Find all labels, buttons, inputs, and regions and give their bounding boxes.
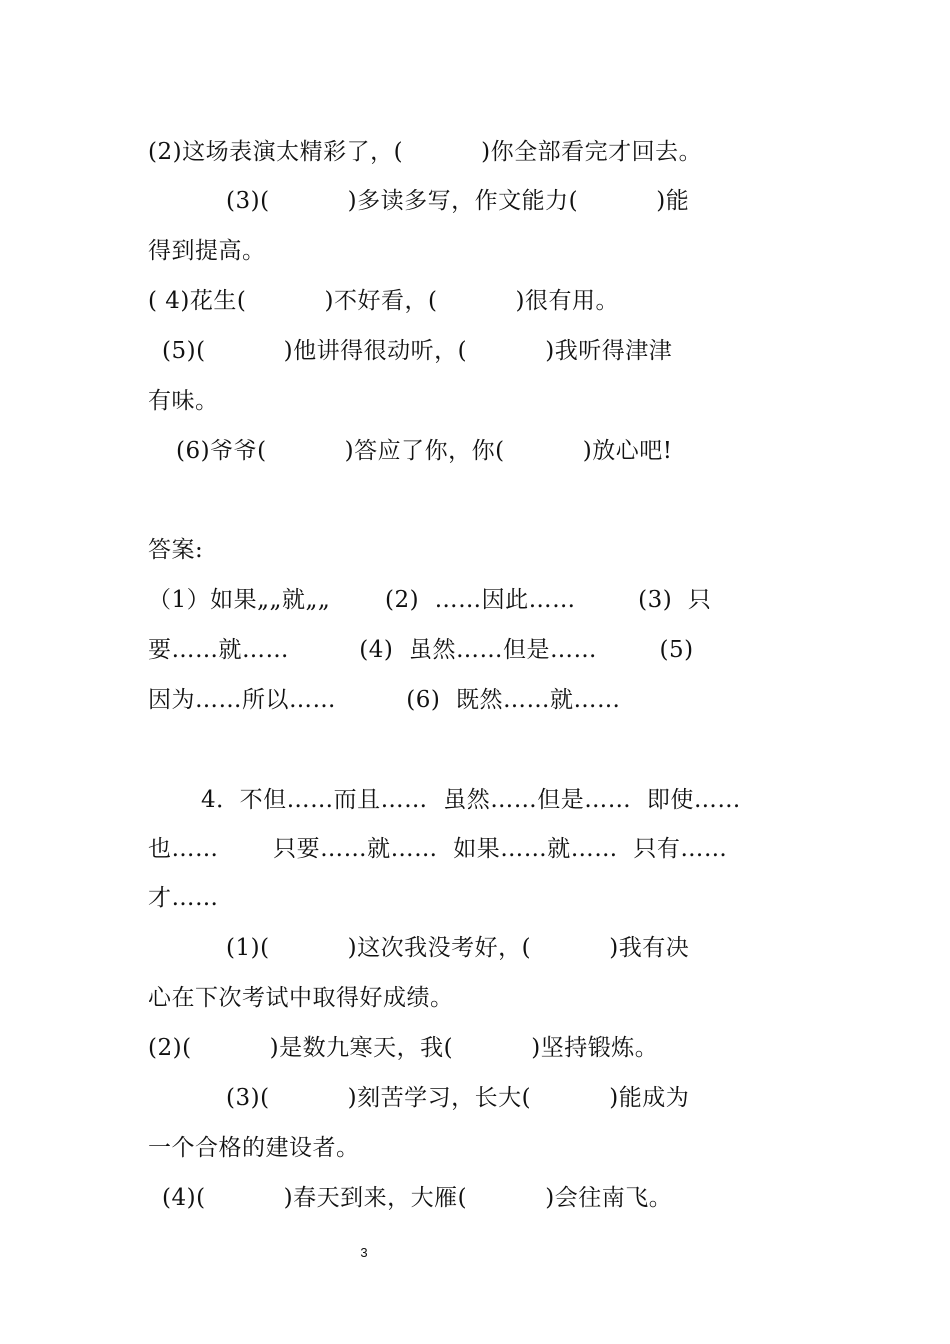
ex4-question-1-line-2: 心在下次考试中取得好成绩。 [148, 985, 454, 1011]
ex4-question-4: (4)( )春天到来，大雁( )会往南飞。 [162, 1185, 673, 1211]
answers-line-3: 因为……所以…… (6) 既然……就…… [148, 687, 621, 713]
ex3-question-3-line-2: 得到提高。 [148, 238, 266, 264]
ex4-intro-line-2: 也…… 只要……就…… 如果……就…… 只有…… [148, 836, 728, 862]
answers-heading: 答案: [148, 537, 204, 563]
answers-line-2: 要……就…… (4) 虽然……但是…… (5) [148, 637, 694, 663]
ex3-question-2: (2)这场表演太精彩了，( )你全部看完才回去。 [148, 139, 703, 165]
ex3-question-5-line-2: 有味。 [148, 388, 219, 414]
ex3-question-6: (6)爷爷( )答应了你，你( )放心吧! [176, 438, 673, 464]
page-number: 3 [360, 1245, 368, 1260]
ex3-question-5-line-1: (5)( )他讲得很动听，( )我听得津津 [162, 338, 673, 364]
ex4-question-1-line-1: (1)( )这次我没考好，( )我有决 [226, 935, 690, 961]
ex3-question-4: ( 4)花生( )不好看，( )很有用。 [148, 288, 620, 314]
ex4-question-2: (2)( )是数九寒天，我( )坚持锻炼。 [148, 1035, 659, 1061]
answers-line-1: （1）如果„„就„„ (2) ……因此…… (3) 只 [148, 587, 712, 613]
ex4-question-3-line-2: 一个合格的建设者。 [148, 1135, 360, 1161]
ex4-intro-line-1: 4．不但……而且…… 虽然……但是…… 即使…… [201, 787, 741, 813]
ex4-question-3-line-1: (3)( )刻苦学习，长大( )能成为 [226, 1085, 690, 1111]
ex4-intro-line-3: 才…… [148, 885, 219, 911]
ex3-question-3-line-1: (3)( )多读多写，作文能力( )能 [226, 188, 690, 214]
